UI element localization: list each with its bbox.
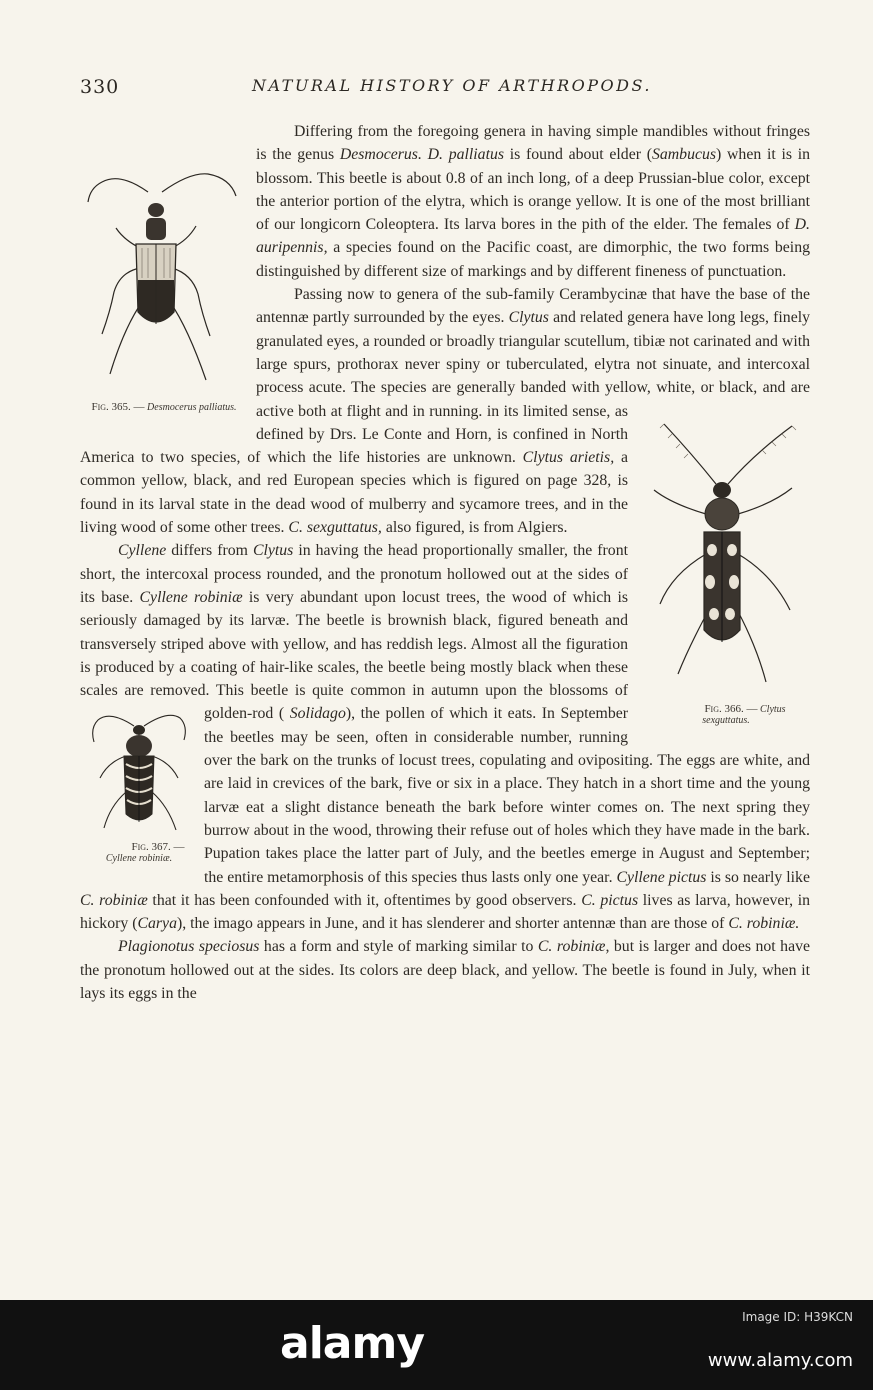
paragraph-desmocerus: Differing from the foregoing genera in having simple mandibles without fringes is the genus Desmocerus. D. palliatus is found about elder (Sambucus) when it is in blossom. This beetle is about 0.8 of an inch long, of a deep Prussian-blue color, except the anterior portion of the elytra, which is orange yellow. It is one of the most brilliant of our longicorn Coleoptera. Its larva bores in the pith of the elder. The females of D. auripennis, a species found on the Pacific coast, are dimorphic, the two forms being distinguished by different size of markings and by different fineness of punctuation.: [256, 123, 810, 280]
paragraph-cyllene: Cyllene differs from Clytus in having the head proportionally smaller, the front short, the intercoxal process rounded, and the pronotum hollowed out at the sides of its base. Cyllene robiniæ is very abundant upon locust trees, the wood of which is seriously damaged by its larvæ. The beetle is brownish black, figured beneath and transversely striped above with yellow, and has reddish legs. Almost all the figuration is produced by a coating of hair-like scales, the beetle being mostly black when these scales are removed. This beetle is quite common in autumn upon the blossoms of golden-rod ( Fig. 367. — Cyllene robiniæ. Solidago), the pollen of which it eats. In September the beetles may be seen, often in considerable number, running over the bark on the trunks of locust trees, copulating and ovipositing. The eggs are white, and are laid in crevices of the bark, five or six in a place. They hatch in a short time and the young larvæ eat a slight distance beneath the bark before winter comes on. The next spring they burrow about in the wood, throwing their refuse out of holes which they have made in the bark. Pupation takes place the latter part of July, and the beetles emerge in August and September; the entire metamorphosis of this species thus lasts only one year. Cyllene pictus is so nearly like C. robiniæ that it has been confounded with it, oftentimes by good observers. C. pictus lives as larva, however, in hickory (Carya), the imago appears in June, and it has slenderer and shorter antennæ than are those of C. robiniæ.: [80, 542, 810, 933]
running-head: [80, 76, 810, 104]
figure-365-caption: [80, 402, 248, 413]
figure-367-caption: [80, 842, 198, 864]
watermark-url: www.alamy.com: [707, 1350, 853, 1371]
page-number: 330: [80, 76, 120, 98]
running-title: NATURAL HISTORY OF ARTHROPODS.: [252, 76, 652, 95]
body-text: [80, 120, 810, 1005]
longhorn-beetle-icon: [80, 706, 198, 842]
longhorn-beetle-icon: [80, 152, 248, 402]
paragraph-clytus: Passing now to genera of the sub-family Cerambycinæ that have the base of the antennæ partly surrounded by the eyes. Clytus and related genera have long legs, finely granulated eyes, a rounded or broadly triangular scutellum, tibiæ not carinated and with large spurs, prothorax never spiny or tuberculated, elytra not sinuate, and intercoxal process acute. The species are generally banded with yellow, white, or black, and are active both at flight and in running. Fig. 366. — Clytus sexguttatus. in its limited sense, as defined by Drs. Le Conte and Horn, is confined in North America to two species, of which the life histories are unknown. Clytus arietis, a common yellow, black, and red European species which is figured on page 328, is found in its larval state in the dead wood of mulberry and sycamore trees, and in the living wood of some other trees. C. sexguttatus, also figured, is from Algiers.: [80, 283, 810, 539]
watermark-logo: alamy: [280, 1318, 424, 1369]
figure-367: [80, 706, 198, 872]
longhorn-beetle-icon: [642, 404, 810, 704]
figure-label: Fig. 366. —: [704, 702, 758, 715]
figure-label: Fig. 365. —: [91, 401, 145, 413]
figure-366-caption: [642, 704, 810, 726]
watermark-image-id: Image ID: H39KCN: [742, 1310, 853, 1324]
figure-taxon: Desmocerus palliatus.: [147, 402, 237, 413]
figure-taxon: Cyllene robiniæ.: [105, 853, 173, 865]
figure-label: Fig. 367. —: [131, 841, 185, 854]
figure-366: [642, 404, 810, 736]
paragraph-plagionotus: Plagionotus speciosus has a form and style of marking similar to C. robiniæ, but is larger and does not have the pronotum hollowed out at the sides. Its colors are deep black, and yellow. The beetle is found in July, when it lays its eggs in the: [80, 938, 810, 1002]
figure-365: [80, 152, 248, 430]
figure-taxon: Clytus sexguttatus.: [702, 703, 786, 726]
